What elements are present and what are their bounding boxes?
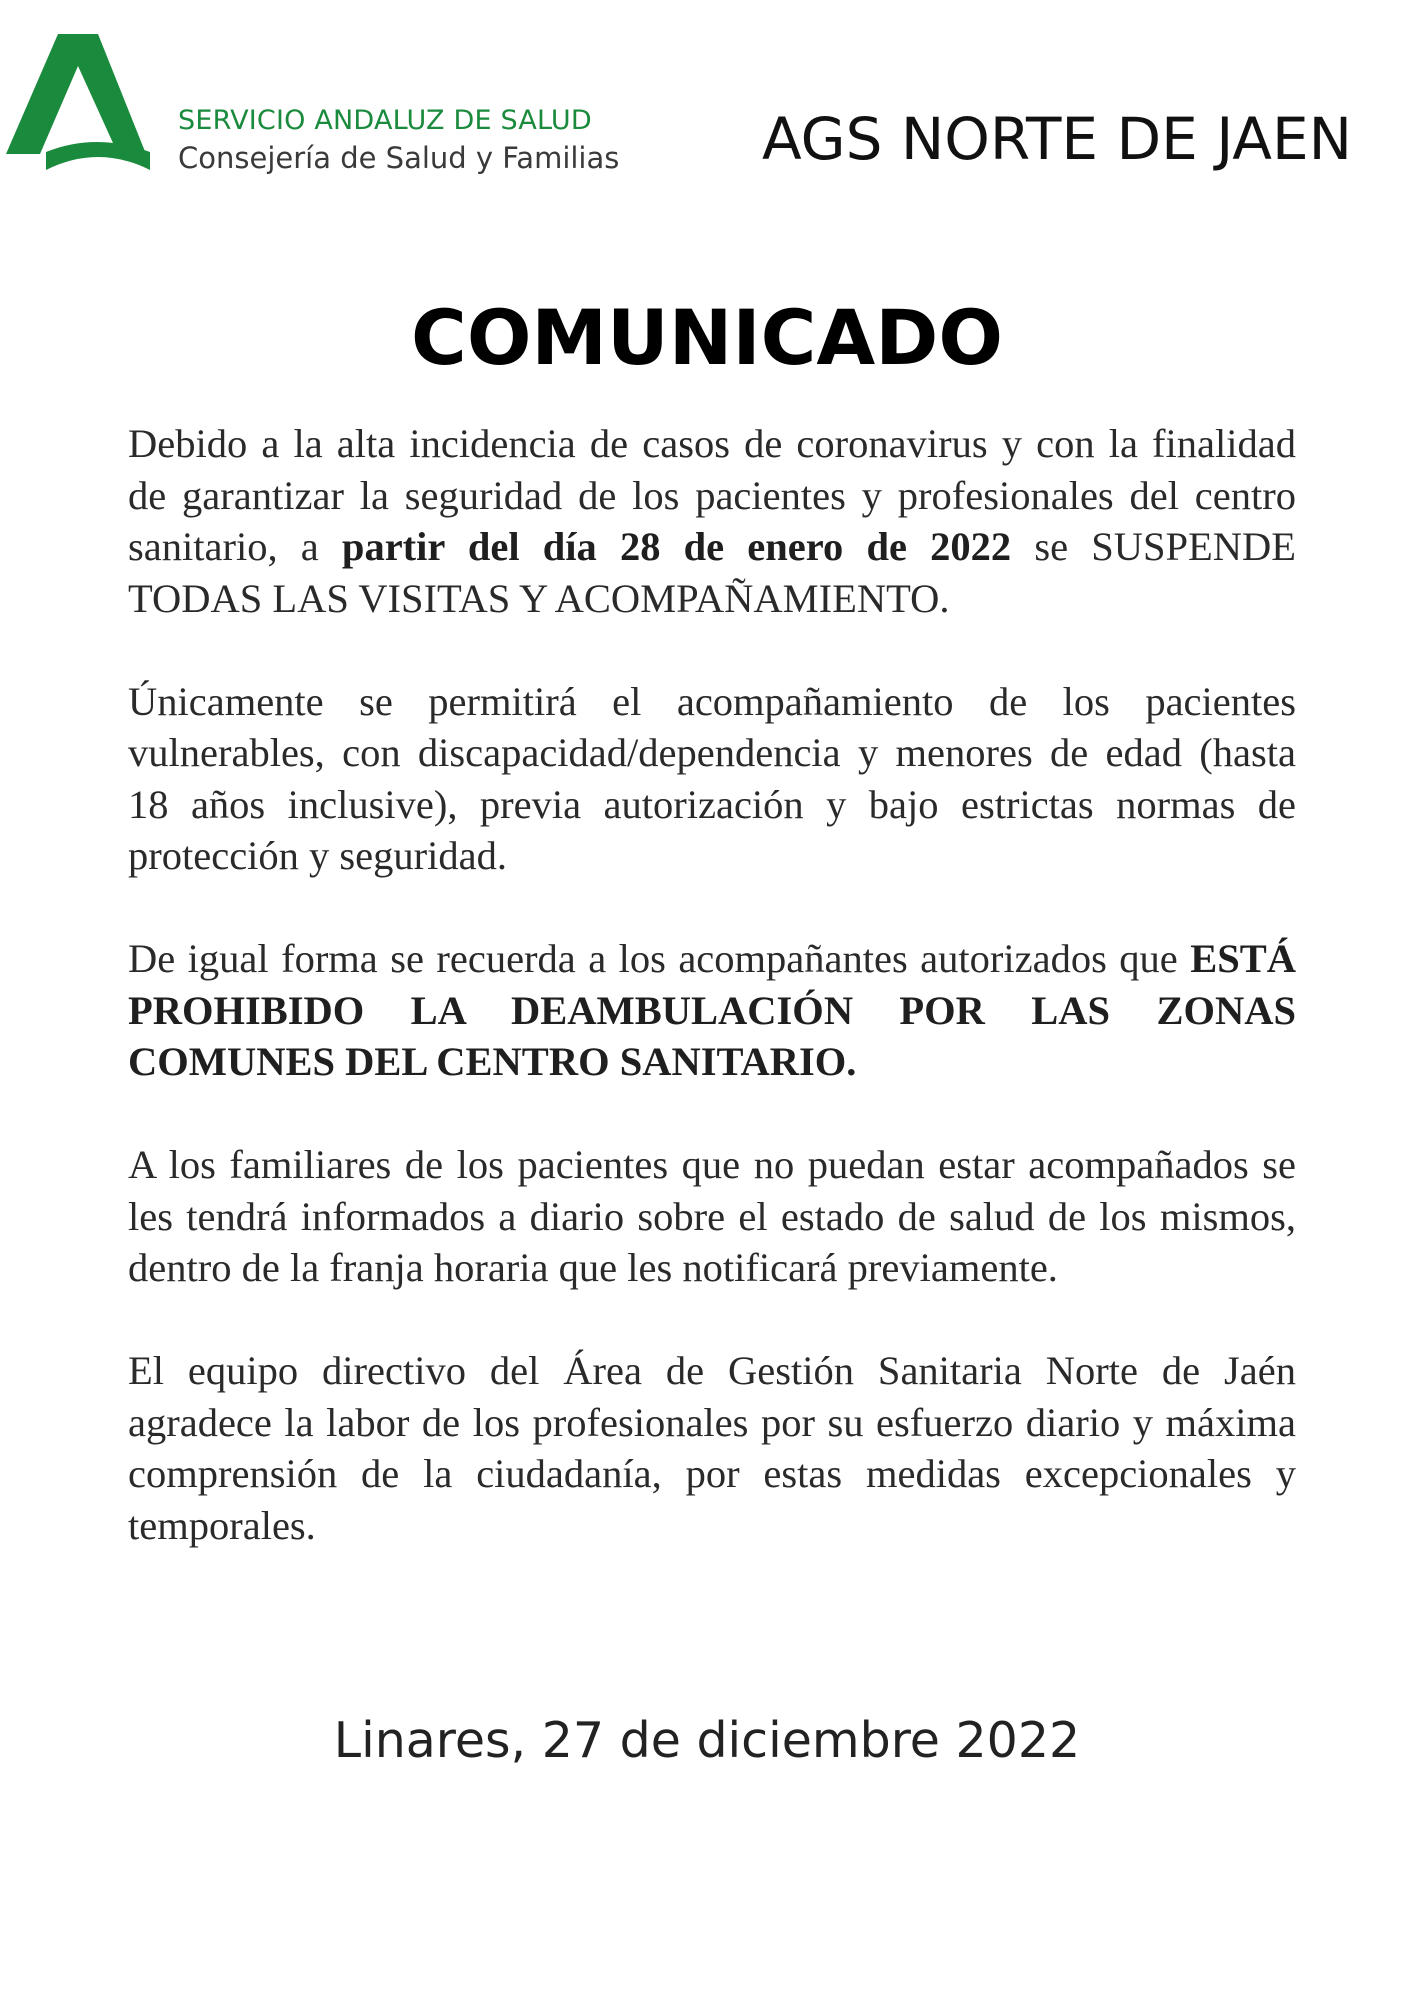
page-title: COMUNICADO — [411, 293, 1003, 382]
paragraph-2: Únicamente se permitirá el acompañamiento de los pacientes vulnerables, con discapacidad/dependencia y menores de edad (hasta 18 años inclusive), previa autorización y bajo estrictas normas de protección y seguridad. — [128, 678, 1296, 878]
paragraph-3 — [128, 933, 1296, 1088]
logo-organization-name: SERVICIO ANDALUZ DE SALUD — [178, 105, 592, 136]
paragraph-1-text-a: Debido a la alta incidencia de casos de coronavirus y con la finalidad de garantizar la seguridad de los pacientes y profesionales del centro sanitario, a — [128, 421, 1296, 569]
logo-department-name: Consejería de Salud y Familias — [178, 141, 620, 175]
paragraph-1-bold-date: partir del día 28 de enero de 2022 — [341, 524, 1012, 569]
paragraph-1-text-b: se SUSPENDE TODAS LAS VISITAS Y ACOMPAÑAMIENTO. — [128, 524, 1297, 621]
paragraph-1 — [128, 418, 1296, 624]
logo-text — [178, 104, 619, 178]
junta-andalucia-a-logo-icon — [6, 34, 152, 178]
paragraph-5: El equipo directivo del Área de Gestión Sanitaria Norte de Jaén agradece la labor de los profesionales por su esfuerzo diario y máxima comprensión de la ciudadanía, por estas medidas excepcionales y temporales. — [128, 1348, 1296, 1548]
notice-body — [128, 418, 1296, 1551]
area-name: AGS NORTE DE JAEN — [761, 105, 1352, 173]
paragraph-4: A los familiares de los pacientes que no puedan estar acompañados se les tendrá informados a diario sobre el estado de salud de los mismos, dentro de la franja horaria que les notificará previamente. — [128, 1142, 1296, 1290]
dateline: Linares, 27 de diciembre 2022 — [333, 1712, 1081, 1769]
page-header — [0, 0, 1414, 200]
paragraph-3-text-a: De igual forma se recuerda a los acompañantes autorizados que — [128, 936, 1191, 981]
paragraph-3-bold-warning: ESTÁ PROHIBIDO LA DEAMBULACIÓN POR LAS ZONAS COMUNES DEL CENTRO SANITARIO. — [128, 936, 1296, 1084]
